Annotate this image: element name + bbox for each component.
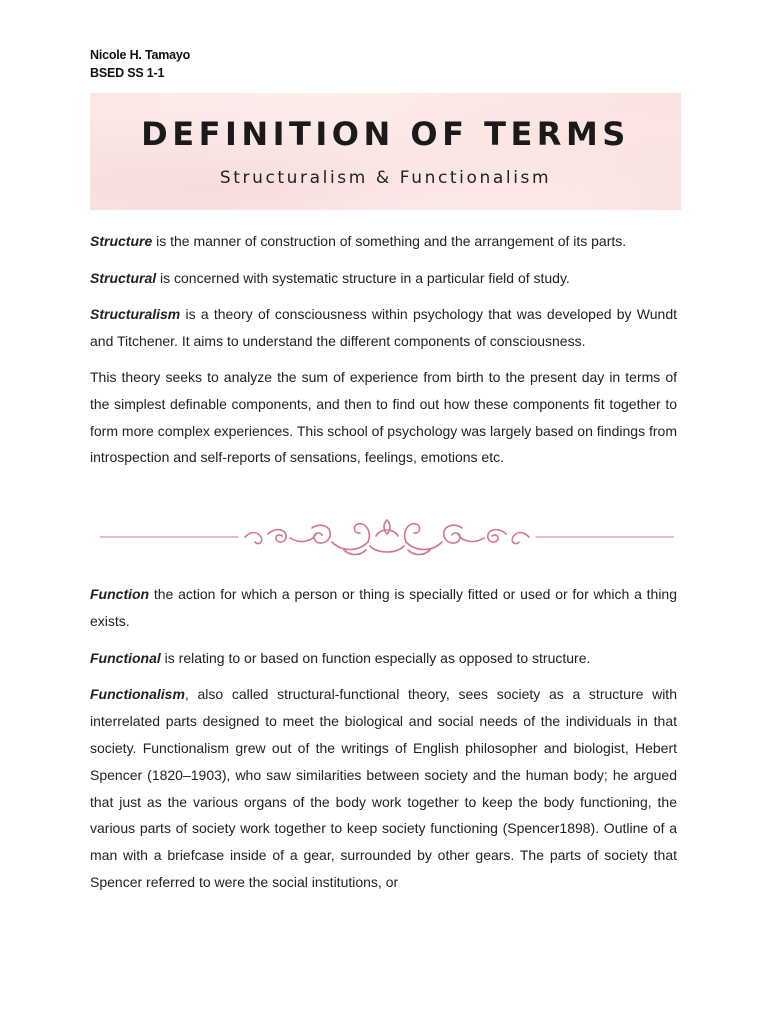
definitions-section-1: [90, 228, 677, 481]
author-name: Nicole H. Tamayo: [90, 48, 191, 62]
definition-function: [90, 581, 677, 635]
definition-structural: [90, 265, 677, 292]
banner-title: DEFINITION OF TERMS: [141, 115, 630, 153]
term: Structural: [90, 269, 157, 286]
definition-text: is the manner of construction of something and the arrangement of its parts.: [152, 233, 627, 249]
definition-functionalism: [90, 681, 677, 895]
ornamental-divider-icon: [100, 516, 674, 560]
term: Functional: [90, 649, 161, 666]
definition-text: is relating to or based on function especially as opposed to structure.: [160, 649, 591, 666]
author-section: BSED SS 1-1: [90, 66, 165, 80]
term: Function: [90, 586, 150, 602]
term: Functionalism: [90, 686, 185, 703]
definition-text: is concerned with systematic structure in a particular field of study.: [156, 269, 570, 286]
title-banner: [90, 93, 681, 210]
definition-text: , also called structural-functional theory, sees society as a structure with interrelated parts designed to meet the biological and social needs of the individuals in that society. Functionalism grew out of the writings of English philosopher and biologist, Hebert Spencer (1820–1903), who saw similarities between society and the human body; he argued that just as the various organs of the body work together to keep the body functioning, the various parts of society work together to keep society functioning (Spencer1898). Outline of a man with a briefcase inside of a gear, surrounded by other gears. The parts of society that Spencer referred to were the social institutions, or: [90, 686, 677, 890]
definition-structuralism: [90, 301, 677, 354]
definitions-section-2: [90, 581, 677, 906]
banner-subtitle: Structuralism & Functionalism: [219, 168, 552, 188]
definition-text: is a theory of consciousness within psychology that was developed by Wundt and Titchener. It aims to understand the different components of consciousness.: [90, 306, 677, 349]
definition-functional: [90, 645, 677, 672]
author-block: [90, 46, 190, 82]
definition-structure: [90, 228, 677, 255]
term: Structure: [90, 233, 153, 249]
definition-text: the action for which a person or thing is specially fitted or used or for which a thing exists.: [90, 586, 677, 629]
structuralism-paragraph: This theory seeks to analyze the sum of experience from birth to the present day in terms of the simplest definable components, and then to find out how these components fit together to form more complex experiences. This school of psychology was largely based on findings from introspection and self-reports of sensations, feelings, emotions etc.: [90, 369, 677, 466]
term: Structuralism: [90, 306, 181, 323]
